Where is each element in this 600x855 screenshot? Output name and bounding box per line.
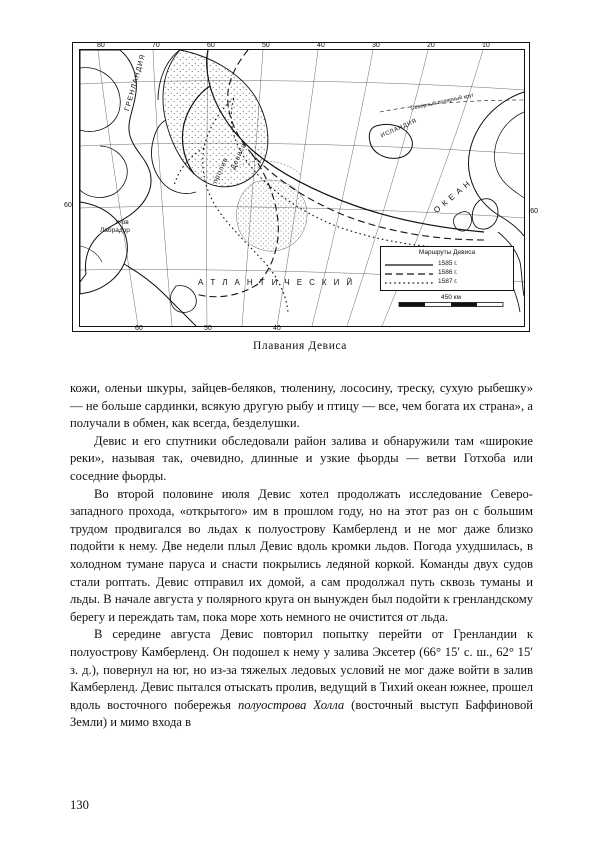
tick-label: 60 bbox=[64, 202, 72, 209]
paragraph-last bbox=[70, 626, 533, 732]
tick-label: 80 bbox=[97, 42, 105, 49]
legend-key-solid bbox=[384, 261, 434, 268]
tick-label: 10 bbox=[482, 42, 490, 49]
map-frame bbox=[64, 42, 538, 332]
tick-label: 50 bbox=[204, 325, 212, 332]
scalebar-graphic bbox=[399, 302, 503, 307]
paragraph: кожи, оленьи шкуры, зайцев-беляков, тюленину, лососину, треску, сухую рыбешку» — не больше сардинки, всякую другую рыбу и птицу — все, чем богата их страна», а получали в обмен, как всегда, безделушки. bbox=[70, 381, 533, 431]
map-label: Девиса bbox=[230, 141, 248, 171]
legend-label: 1586 г. bbox=[438, 268, 458, 276]
legend-entry-1587 bbox=[384, 278, 510, 287]
map-figure bbox=[64, 42, 538, 352]
tick-label: 50 bbox=[262, 42, 270, 49]
map-label: А Т Л А Н Т И Ч Е С К И Й bbox=[198, 278, 355, 287]
legend-label: 1587 г. bbox=[438, 277, 458, 285]
paragraph: Девис и его спутники обследовали район залива и обнаружили там «широкие реки», называя так, очевидно, длинные и узкие фьорды — ветви Готхоба или соседние фьорды. bbox=[70, 433, 533, 483]
text-run-italic: полуострова Холла bbox=[237, 697, 345, 712]
tick-label: 20 bbox=[427, 42, 435, 49]
legend-title: Маршруты Девиса bbox=[418, 249, 476, 256]
text-run: В середине августа Девис повторил попытку перейти от Гренландии к полуострову Камберленд. Он подошел к нему у залива Эксетер (66° 15′ с. ш., 62° 15′ з. д.), повернул на юг, но из-за тяжелых ледовых условий не мог даже войти в залив Камберленд. Девис пытался отыскать пролив, ведущий в Тихий океан южнее, прошел вдоль восточного побережья bbox=[70, 627, 533, 712]
legend-label: 1585 г. bbox=[438, 259, 458, 267]
legend-entry-1585 bbox=[384, 260, 510, 269]
map-scalebar bbox=[388, 294, 514, 307]
tick-label: 60 bbox=[207, 42, 215, 49]
map-label: ИСЛАНДИЯ bbox=[380, 118, 419, 140]
map-label: пролив bbox=[212, 156, 230, 185]
map-label: ГРЕНЛАНДИЯ bbox=[124, 52, 148, 112]
page-body-text bbox=[70, 380, 533, 732]
map-canvas bbox=[79, 49, 525, 327]
map-label: п-ов bbox=[116, 219, 129, 226]
tick-label: 60 bbox=[135, 325, 143, 332]
tick-label: 30 bbox=[372, 42, 380, 49]
page-number: 130 bbox=[70, 798, 89, 812]
legend-key-dotted bbox=[384, 279, 434, 286]
map-label: Северный полярный круг bbox=[410, 92, 475, 112]
map-legend bbox=[380, 246, 514, 291]
text-run: (восточный выступ Баффиновой Земли) и мимо входа в bbox=[70, 697, 534, 730]
scalebar-label: 450 км bbox=[441, 294, 461, 301]
tick-label: 40 bbox=[317, 42, 325, 49]
legend-key-dashed bbox=[384, 270, 434, 277]
paragraph: Во второй половине июля Девис хотел продолжать исследование Северо-западного прохода, «открытого» им в прошлом году, но на этот раз он с большим трудом продвигался во льдах к полуострову Камберленд и не мог даже близко подойти к нему. Две недели плыл Девис вдоль кромки льдов. Погода ухудшилась, в холодном тумане паруса и снасти покрылись ледяной коркой. Команды двух судов стали роптать. Девис отправил их домой, а сам продолжал путь сквозь туманы и льды. В начале августа у полярного круга он вынужден был подойти к гренландскому берегу и переждать там, пока море хоть немного не очистится от льда. bbox=[70, 486, 533, 624]
map-label: Лабрадор bbox=[100, 227, 130, 234]
tick-label: 70 bbox=[152, 42, 160, 49]
figure-caption: Плавания Девиса bbox=[252, 340, 348, 352]
tick-label: 60 bbox=[530, 208, 538, 215]
map-label: О К Е А Н bbox=[432, 178, 473, 215]
legend-entry-1586 bbox=[384, 269, 510, 278]
tick-label: 40 bbox=[273, 325, 281, 332]
